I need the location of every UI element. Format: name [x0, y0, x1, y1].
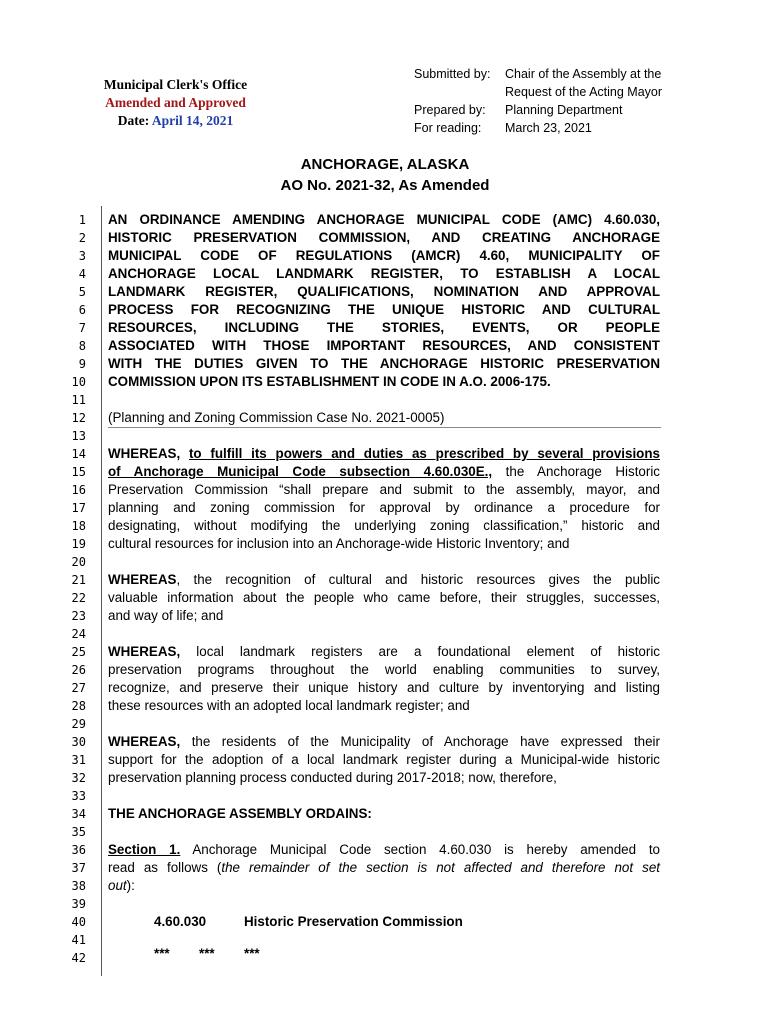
- line-number: 22: [71, 591, 86, 605]
- line-number: 29: [71, 717, 86, 731]
- section1-italic-text: out: [108, 878, 127, 893]
- ordinance-title-line: AN ORDINANCE AMENDING ANCHORAGE MUNICIPAL CODE (AMC) 4.60.030,: [108, 212, 660, 227]
- line-number: 11: [71, 393, 86, 407]
- ordinance-title-line: ANCHORAGE LOCAL LANDMARK REGISTER, TO ESTABLISH A LOCAL: [108, 266, 660, 281]
- omission-asterisks: ***: [199, 946, 215, 961]
- ordinance-title-line: WITH THE DUTIES GIVEN TO THE ANCHORAGE HISTORIC PRESERVATION: [108, 356, 660, 371]
- section-label: Section 1.: [108, 842, 181, 857]
- stamp-status: Amended and Approved: [105, 95, 246, 110]
- amended-text: to fulfill its powers and duties as prescribed by several provisions: [188, 446, 660, 461]
- line-number: 5: [78, 285, 86, 299]
- stamp-date: [88, 112, 263, 130]
- line-number: 31: [71, 753, 86, 767]
- whereas1-line5: designating, without modifying the underlying zoning classification,” historic and: [108, 518, 660, 533]
- line-number: 13: [71, 429, 86, 443]
- line-number: 19: [71, 537, 86, 551]
- case-divider: [108, 427, 661, 428]
- whereas2-line1: [108, 571, 660, 589]
- stamp-date-label: Date:: [117, 113, 150, 128]
- line-number: 32: [71, 771, 86, 785]
- line-number: 15: [71, 465, 86, 479]
- ordinance-title-line: MUNICIPAL CODE OF REGULATIONS (AMCR) 4.60, MUNICIPALITY OF: [108, 248, 660, 263]
- line-number: 18: [71, 519, 86, 533]
- line-number: 40: [71, 915, 86, 929]
- whereas3-line2: preservation programs throughout the world enabling communities to survey,: [108, 662, 660, 677]
- line-number: 3: [78, 249, 86, 263]
- clerk-approval-stamp: [88, 76, 263, 130]
- whereas1-line6: cultural resources for inclusion into an Anchorage-wide Historic Inventory; and: [108, 536, 570, 551]
- line-number: 28: [71, 699, 86, 713]
- submitted-by-label: Submitted by:: [414, 67, 491, 81]
- line-number: 2: [78, 231, 86, 245]
- whereas2-text: , the recognition of cultural and historic resources gives the public: [176, 572, 660, 587]
- line-number: 8: [78, 339, 86, 353]
- line-number: 9: [78, 357, 86, 371]
- section1-line2: [108, 859, 660, 877]
- line-number: 39: [71, 897, 86, 911]
- whereas-label: WHEREAS,: [108, 734, 181, 749]
- submitted-by-value-2: Request of the Acting Mayor: [505, 85, 663, 99]
- document-title-ao-number: AO No. 2021-32, As Amended: [280, 177, 490, 194]
- prepared-by-value: Planning Department: [505, 103, 623, 117]
- line-number: 20: [71, 555, 86, 569]
- line-number: 41: [71, 933, 86, 947]
- omission-asterisks: ***: [154, 946, 170, 961]
- line-number: 34: [71, 807, 86, 821]
- section1-text: ):: [126, 878, 135, 893]
- line-number: 36: [71, 843, 86, 857]
- line-number: 12: [71, 411, 86, 425]
- whereas1-line3: Preservation Commission “shall prepare and submit to the assembly, mayor, and: [108, 482, 660, 497]
- whereas2-line2: valuable information about the people who came before, their struggles, successes,: [108, 590, 660, 605]
- line-number: 33: [71, 789, 86, 803]
- line-number: 26: [71, 663, 86, 677]
- line-number: 35: [71, 825, 86, 839]
- line-number: 6: [78, 303, 86, 317]
- line-number: 24: [71, 627, 86, 641]
- line-number: 14: [71, 447, 86, 461]
- ordinance-title-line: RESOURCES, INCLUDING THE STORIES, EVENTS, OR PEOPLE: [108, 320, 660, 335]
- for-reading-label: For reading:: [414, 121, 482, 135]
- code-section-number: 4.60.030: [154, 914, 207, 929]
- section1-line1: [108, 841, 660, 859]
- ordains-heading: THE ANCHORAGE ASSEMBLY ORDAINS:: [108, 806, 372, 821]
- prepared-by-label: Prepared by:: [414, 103, 486, 117]
- whereas3-line1: [108, 643, 660, 661]
- stamp-date-value: April 14, 2021: [151, 113, 234, 128]
- whereas-label: WHEREAS,: [108, 644, 181, 659]
- line-number: 25: [71, 645, 86, 659]
- whereas1-text: the Anchorage Historic: [505, 464, 660, 479]
- whereas-label: WHEREAS,: [108, 446, 181, 461]
- amended-text: of Anchorage Municipal Code subsection 4.60.030E.,: [108, 464, 493, 479]
- whereas4-line1: [108, 733, 660, 751]
- line-number: 42: [71, 951, 86, 965]
- whereas3-line4: these resources with an adopted local landmark register; and: [108, 698, 470, 713]
- whereas1-line1: [108, 445, 660, 463]
- line-number: 4: [78, 267, 86, 281]
- ordinance-title-line: PROCESS FOR RECOGNIZING THE UNIQUE HISTORIC AND CULTURAL: [108, 302, 660, 317]
- whereas4-line3: preservation planning process conducted during 2017-2018; now, therefore,: [108, 770, 557, 785]
- line-number: 7: [78, 321, 86, 335]
- whereas3-line3: recognize, and preserve their unique history and culture by inventorying and listing: [108, 680, 660, 695]
- document-title-city: ANCHORAGE, ALASKA: [300, 156, 470, 173]
- whereas1-line4: planning and zoning commission for approval by ordinance a procedure for: [108, 500, 660, 515]
- line-number: 38: [71, 879, 86, 893]
- section1-text: read as follows (: [108, 860, 222, 875]
- ordinance-title-line: COMMISSION UPON ITS ESTABLISHMENT IN CODE IN A.O. 2006-175.: [108, 374, 551, 389]
- line-number: 30: [71, 735, 86, 749]
- case-number: (Planning and Zoning Commission Case No. 2021-0005): [108, 410, 445, 425]
- code-section-name: Historic Preservation Commission: [244, 914, 463, 929]
- ordinance-title-line: HISTORIC PRESERVATION COMMISSION, AND CREATING ANCHORAGE: [108, 230, 660, 245]
- section1-text: Anchorage Municipal Code section 4.60.030 is hereby amended to: [192, 842, 660, 857]
- section1-line3: [108, 877, 660, 895]
- line-number: 27: [71, 681, 86, 695]
- stamp-office: Municipal Clerk's Office: [103, 77, 248, 92]
- line-number: 1: [78, 213, 86, 227]
- line-number: 37: [71, 861, 86, 875]
- for-reading-value: March 23, 2021: [505, 121, 592, 135]
- margin-rule: [101, 206, 102, 976]
- ordinance-title-line: LANDMARK REGISTER, QUALIFICATIONS, NOMINATION AND APPROVAL: [108, 284, 660, 299]
- whereas2-line3: and way of life; and: [108, 608, 224, 623]
- whereas4-text: the residents of the Municipality of Anchorage have expressed their: [191, 734, 660, 749]
- line-number: 16: [71, 483, 86, 497]
- whereas-label: WHEREAS: [108, 572, 177, 587]
- line-number: 21: [71, 573, 86, 587]
- section1-italic-text: the remainder of the section is not affected and therefore not set: [221, 860, 660, 875]
- omission-asterisks: ***: [244, 946, 260, 961]
- line-number: 17: [71, 501, 86, 515]
- whereas3-text: local landmark registers are a foundational element of historic: [196, 644, 660, 659]
- submitted-by-value-1: Chair of the Assembly at the: [505, 67, 662, 81]
- ordinance-title-line: ASSOCIATED WITH THOSE IMPORTANT RESOURCES, AND CONSISTENT: [108, 338, 660, 353]
- whereas4-line2: support for the adoption of a local landmark register during a Municipal-wide historic: [108, 752, 660, 767]
- whereas1-line2: [108, 463, 660, 481]
- line-number: 23: [71, 609, 86, 623]
- line-number: 10: [71, 375, 86, 389]
